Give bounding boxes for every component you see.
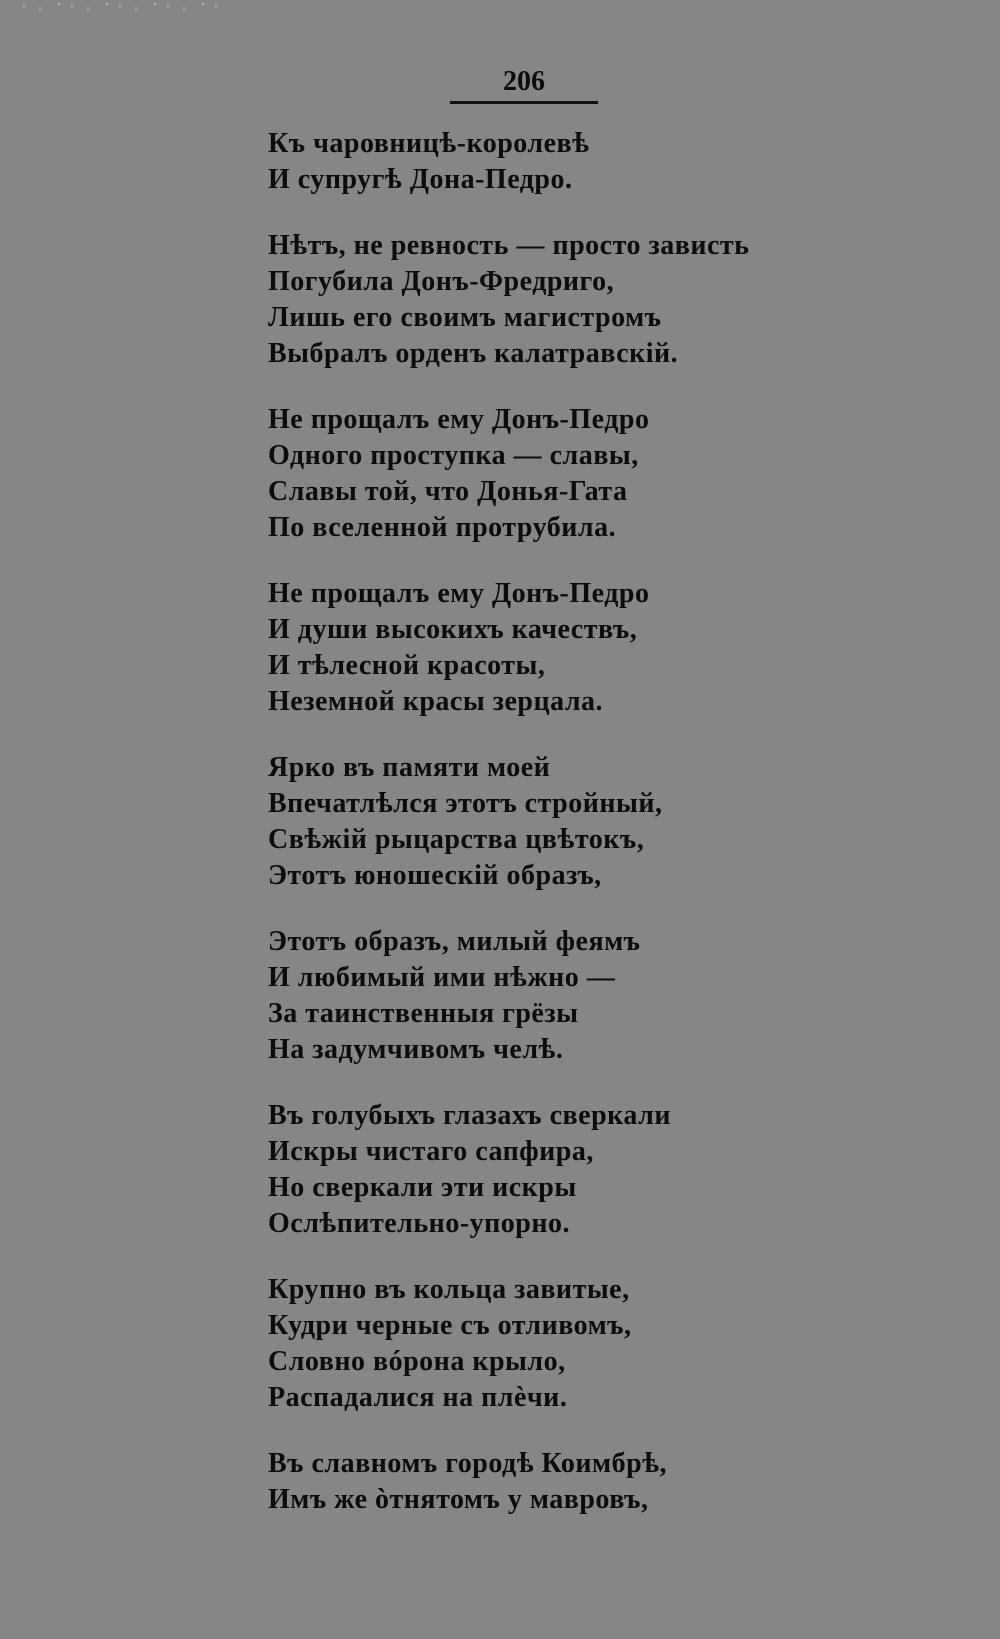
scan-speckle [18, 0, 228, 14]
stanza-2 [268, 228, 968, 372]
verse-line: И супругѣ Дона-Педро. [268, 164, 573, 195]
verse-line: Кудри черные съ отливомъ, [268, 1310, 632, 1341]
poem-body [268, 126, 968, 1548]
verse-line: Не прощалъ ему Донъ-Педро [268, 404, 650, 435]
verse-line: Ослѣпительно-упорно. [268, 1208, 570, 1239]
verse-line: Въ славномъ городѣ Коимбрѣ, [268, 1448, 667, 1479]
stanza-1 [268, 126, 968, 198]
verse-line: Свѣжій рыцарства цвѣтокъ, [268, 824, 645, 855]
verse-line: Къ чаровницѣ-королевѣ [268, 128, 590, 159]
verse-line: Нѣтъ, не ревность — просто зависть [268, 230, 750, 261]
verse-line: Славы той, что Донья-Гата [268, 476, 628, 507]
verse-line: Не прощалъ ему Донъ-Педро [268, 578, 650, 609]
stanza-3 [268, 402, 968, 546]
verse-line: Въ голубыхъ глазахъ сверкали [268, 1100, 671, 1131]
verse-line: Погубила Донъ-Фредриго, [268, 266, 615, 297]
page-number-underline [450, 101, 598, 104]
stanza-7 [268, 1098, 968, 1242]
verse-line: На задумчивомъ челѣ. [268, 1034, 564, 1065]
verse-line: Крупно въ кольца завитые, [268, 1274, 630, 1305]
verse-line: Имъ же òтнятомъ у мавровъ, [268, 1484, 649, 1515]
stanza-5 [268, 750, 968, 894]
verse-line: Этотъ образъ, милый феямъ [268, 926, 641, 957]
verse-line: И души высокихъ качествъ, [268, 614, 638, 645]
verse-line: Распадалися на плèчи. [268, 1382, 568, 1413]
verse-line: Одного проступка — славы, [268, 440, 639, 471]
verse-line: Искры чистаго сапфира, [268, 1136, 594, 1167]
stanza-9 [268, 1446, 968, 1518]
stanza-6 [268, 924, 968, 1068]
stanza-4 [268, 576, 968, 720]
verse-line: Ярко въ памяти моей [268, 752, 551, 783]
verse-line: И тѣлесной красоты, [268, 650, 546, 681]
verse-line: Впечатлѣлся этотъ стройный, [268, 788, 663, 819]
verse-line: Словно вóрона крыло, [268, 1346, 566, 1377]
page-number: 206 [503, 66, 545, 97]
stanza-8 [268, 1272, 968, 1416]
verse-line: По вселенной протрубила. [268, 512, 617, 543]
verse-line: И любимый ими нѣжно — [268, 962, 616, 993]
verse-line: Лишь его своимъ магистромъ [268, 302, 662, 333]
verse-line: Выбралъ орденъ калатравскій. [268, 338, 679, 369]
verse-line: Этотъ юношескій образъ, [268, 860, 602, 891]
verse-line: Неземной красы зерцала. [268, 686, 604, 717]
verse-line: За таинственныя грёзы [268, 998, 579, 1029]
verse-line: Но сверкали эти искры [268, 1172, 577, 1203]
